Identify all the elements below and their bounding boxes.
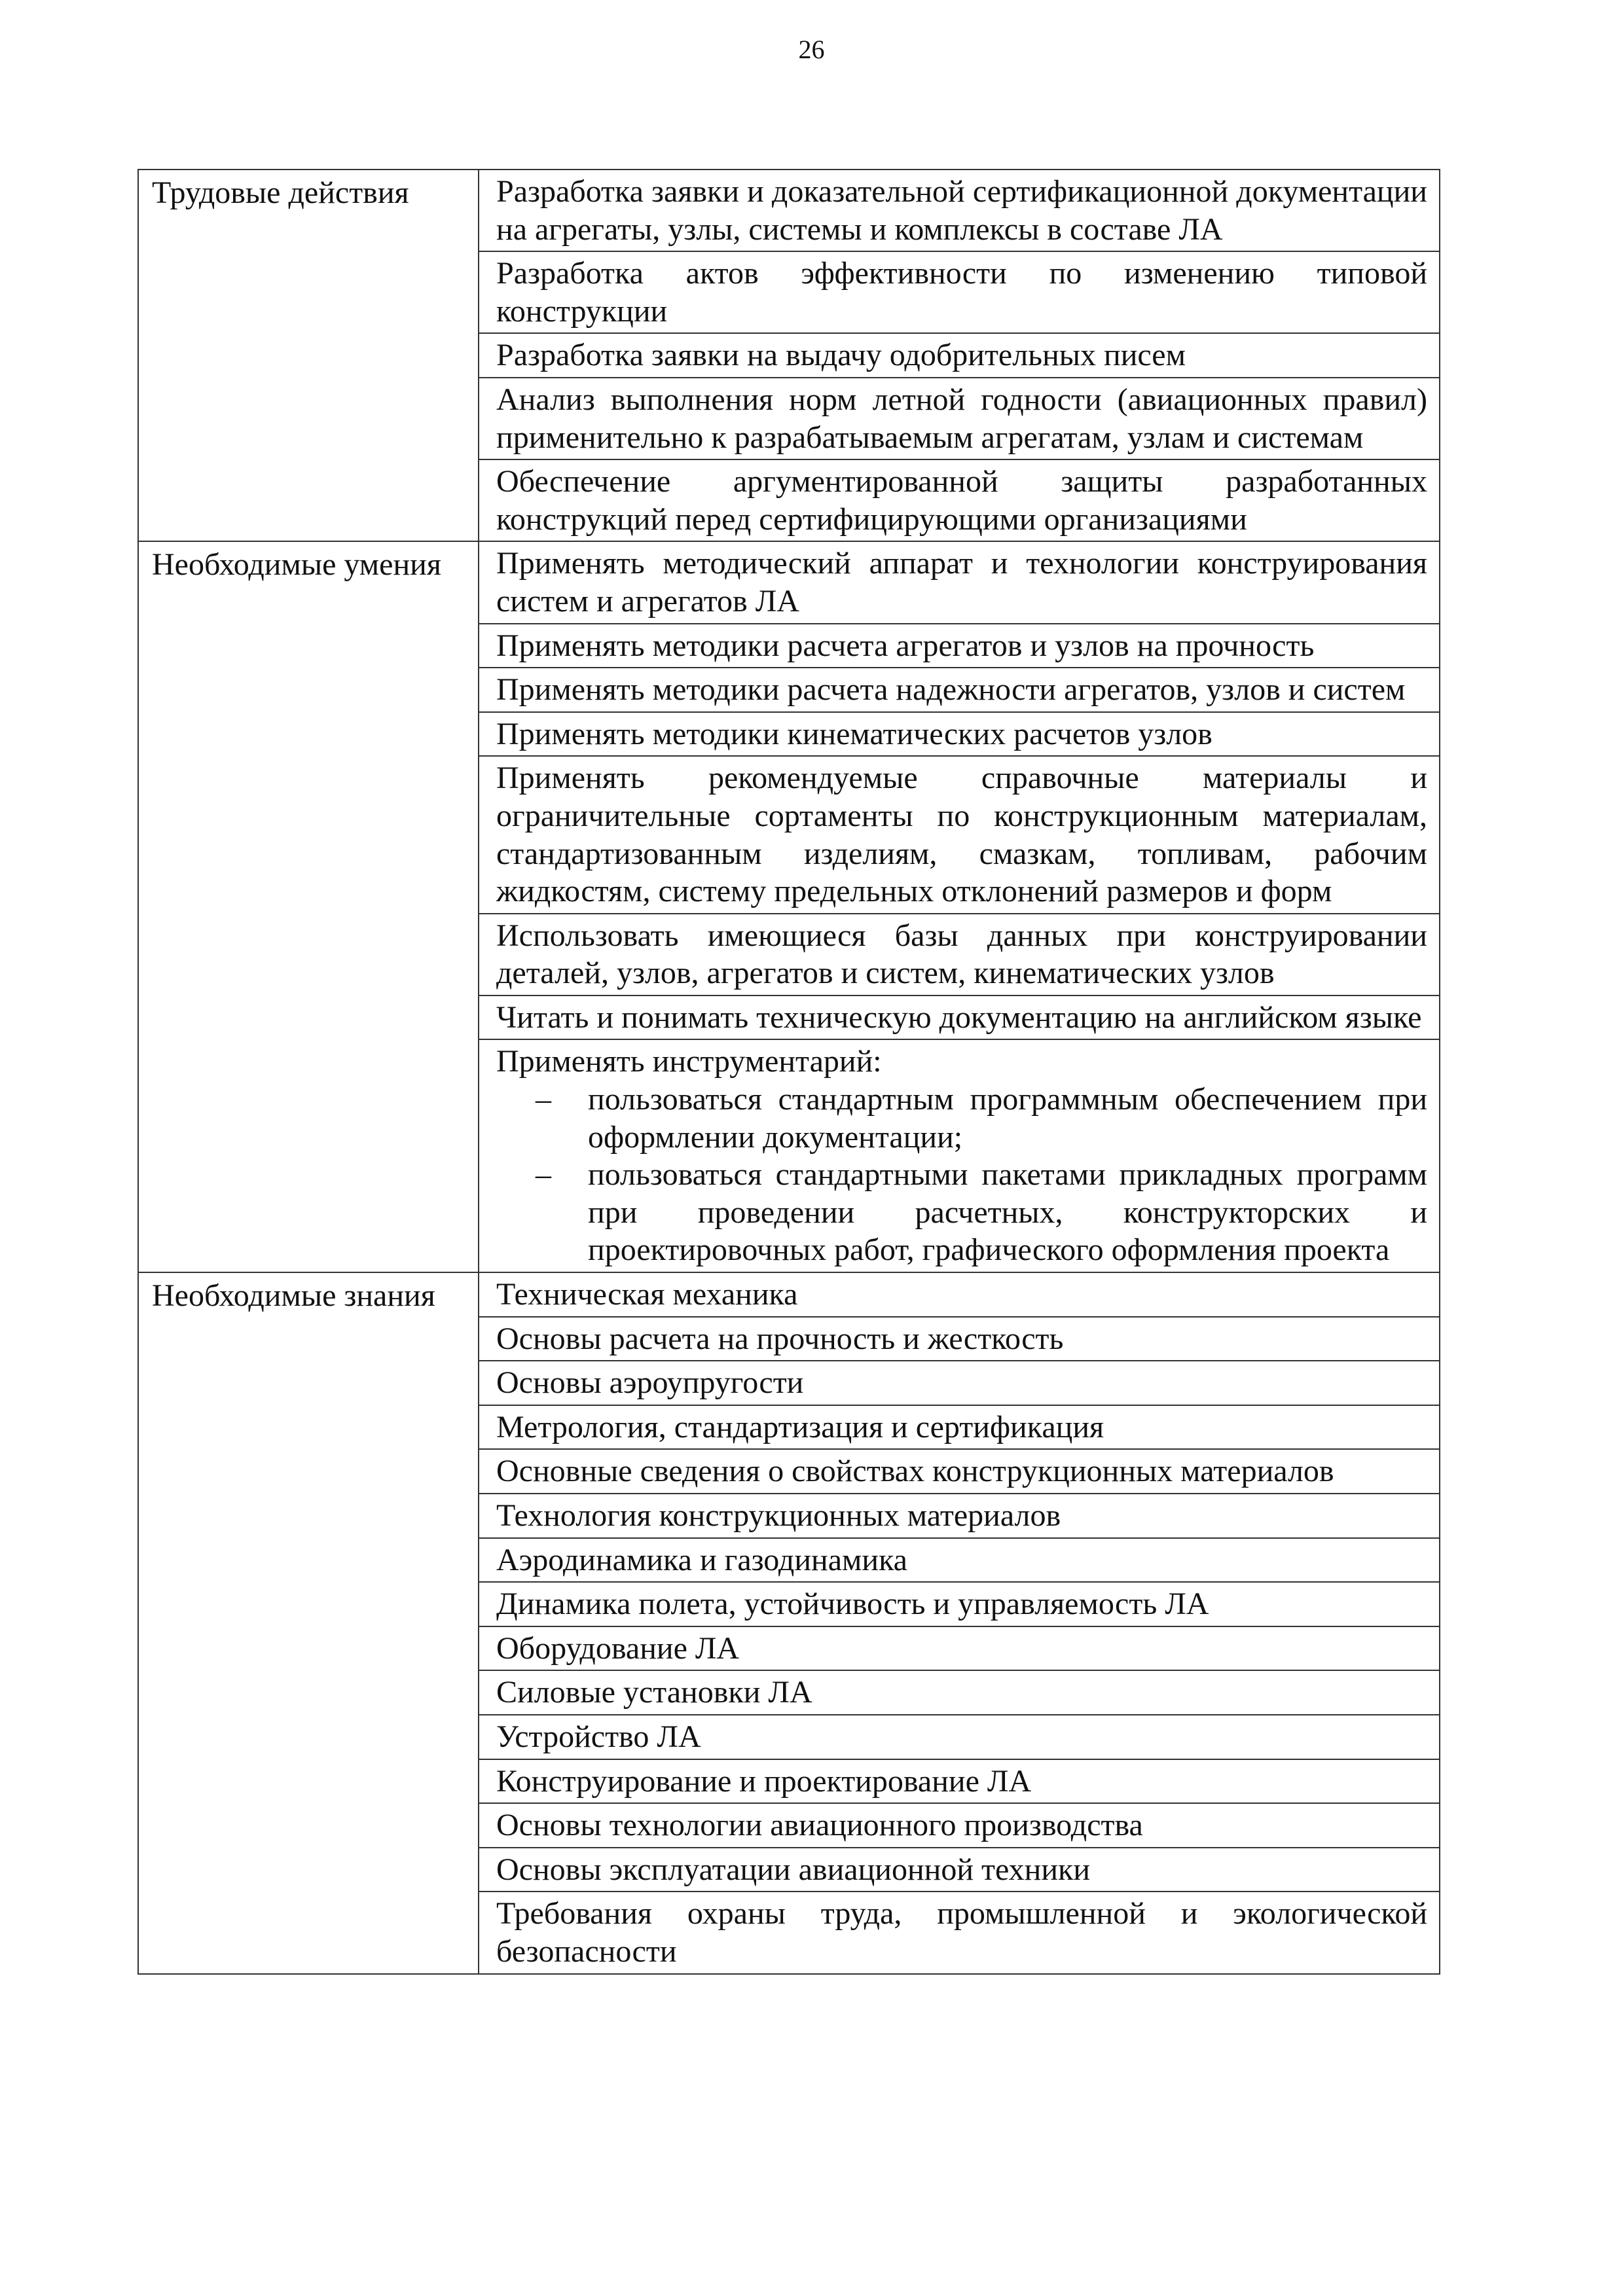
table-row	[138, 170, 1440, 251]
list-item: Разработка заявки на выдачу одобрительных писем	[479, 333, 1440, 378]
list-item: Оборудование ЛА	[479, 1626, 1440, 1671]
section-label-required-skills: Необходимые умения	[138, 541, 479, 1272]
list-item: Разработка актов эффективности по изменению типовой конструкции	[479, 251, 1440, 333]
table-row	[138, 1272, 1440, 1317]
list-item: Применять методики расчета агрегатов и узлов на прочность	[479, 624, 1440, 668]
page-number: 26	[798, 35, 825, 64]
list-item: Динамика полета, устойчивость и управляемость ЛА	[479, 1582, 1440, 1626]
section-label-labor-actions: Трудовые действия	[138, 170, 479, 541]
tools-bullet: – пользоваться стандартными пакетами прикладных программ при проведении расчетных, конструкторских и проектировочных работ, графического оформления проекта	[496, 1156, 1427, 1269]
list-item: Метрология, стандартизация и сертификация	[479, 1405, 1440, 1450]
list-item: Основы аэроупругости	[479, 1361, 1440, 1405]
list-item: Конструирование и проектирование ЛА	[479, 1759, 1440, 1804]
list-item: Использовать имеющиеся базы данных при конструировании деталей, узлов, агрегатов и систем, кинематических узлов	[479, 914, 1440, 996]
list-item: Основы эксплуатации авиационной техники	[479, 1848, 1440, 1892]
list-item: Разработка заявки и доказательной сертификационной документации на агрегаты, узлы, системы и комплексы в составе ЛА	[479, 170, 1440, 251]
list-item: Основы расчета на прочность и жесткость	[479, 1317, 1440, 1361]
tools-bullet: – пользоваться стандартным программным обеспечением при оформлении документации;	[496, 1081, 1427, 1156]
list-item: Читать и понимать техническую документацию на английском языке	[479, 996, 1440, 1040]
list-item: Основные сведения о свойствах конструкционных материалов	[479, 1449, 1440, 1494]
list-item: Технология конструкционных материалов	[479, 1494, 1440, 1538]
list-item: Силовые установки ЛА	[479, 1670, 1440, 1715]
list-item: Основы технологии авиационного производства	[479, 1803, 1440, 1848]
list-item: Устройство ЛА	[479, 1715, 1440, 1759]
tools-heading: Применять инструментарий:	[496, 1044, 882, 1079]
section-label-required-knowledge: Необходимые знания	[138, 1272, 479, 1974]
list-item: Техническая механика	[479, 1272, 1440, 1317]
list-item: Аэродинамика и газодинамика	[479, 1538, 1440, 1583]
table-row	[138, 541, 1440, 623]
list-item: Применять методики кинематических расчетов узлов	[479, 712, 1440, 757]
competency-table	[137, 169, 1440, 1975]
list-item: Применять методики расчета надежности агрегатов, узлов и систем	[479, 668, 1440, 712]
list-item: Применять рекомендуемые справочные материалы и ограничительные сортаменты по конструкционным материалам, стандартизованным изделиям, смазкам, топливам, рабочим жидкостям, систему предельных отклонений размеров и форм	[479, 756, 1440, 913]
tools-list	[496, 1081, 1427, 1269]
list-item: Обеспечение аргументированной защиты разработанных конструкций перед сертифицирующими организациями	[479, 459, 1440, 541]
list-item: Анализ выполнения норм летной годности (авиационных правил) применительно к разрабатываемым агрегатам, узлам и системам	[479, 378, 1440, 459]
list-item: Применять методический аппарат и технологии конструирования систем и агрегатов ЛА	[479, 541, 1440, 623]
tools-cell	[479, 1039, 1440, 1272]
list-item: Требования охраны труда, промышленной и экологической безопасности	[479, 1892, 1440, 1973]
